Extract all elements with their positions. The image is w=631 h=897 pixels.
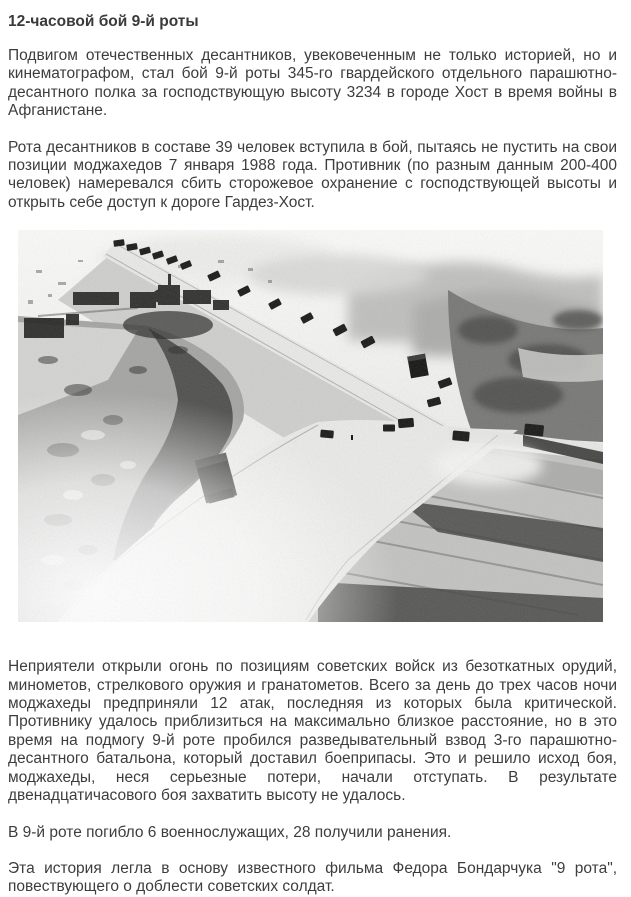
paragraph-film: Эта история легла в основу известного фильма Федора Бондарчука "9 рота", повествующего о доблести советских солдат. (8, 859, 617, 896)
paragraph-intro: Подвигом отечественных десантников, увековеченным не только историей, но и кинематографом, стал бой 9-й роты 345-го гвардейского отдельного парашютно-десантного полка за господствующую высоту 3234 в городе Хост в время войны в Афганистане. (8, 47, 617, 120)
article-photo (18, 230, 603, 622)
convoy-photo-illustration (18, 230, 603, 622)
article-title: 12-часовой бой 9-й роты (8, 13, 199, 30)
paragraph-battle-start: Рота десантников в составе 39 человек вступила в бой, пытаясь не пустить на свои позиции моджахедов 7 января 1988 года. Противник (по разным данным 200-400 человек) намеревался сбить сторожевое охранение с господствующей высоты и открыть себе доступ к дороге Гардез-Хост. (8, 138, 617, 211)
paragraph-battle-course: Неприятели открыли огонь по позициям советских войск из безоткатных орудий, минометов, стрелкового оружия и гранатометов. Всего за день до трех часов ночи моджахеды предприняли 12 атак, последняя из которых была критической. Противнику удалось приблизиться на максимально близкое расстояние, но в это время на подмогу 9-й роте пробился разведывательный взвод 3-го парашютно-десантного батальона, который доставил боеприпасы. Это и решило исход боя, моджахеды, неся серьезные потери, начали отступать. В результате двенадцатичасового боя захватить высоту не удалось. (8, 658, 617, 805)
paragraph-casualties: В 9-й роте погибло 6 военнослужащих, 28 получили ранения. (8, 823, 452, 841)
